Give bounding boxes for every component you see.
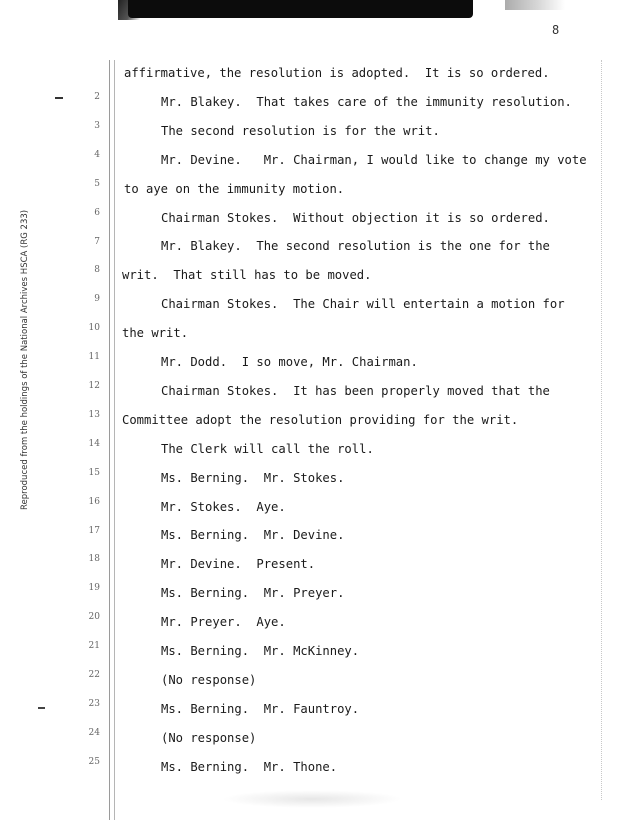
line-number: 5 (94, 178, 100, 189)
line-number: 2 (94, 92, 100, 102)
line-number: 9 (94, 294, 100, 305)
transcript-line: (No response) (161, 672, 257, 687)
line-number: 25 (88, 756, 100, 767)
transcript-line: The second resolution is for the writ. (161, 123, 440, 138)
transcript-line: (No response) (161, 730, 257, 745)
line-number: 15 (88, 467, 100, 478)
archive-watermark: Reproduced from the holdings of the National Archives HSCA (RG 233) (20, 209, 30, 510)
transcript-line: Chairman Stokes. The Chair will entertain a motion for (161, 297, 565, 312)
transcript-line: Ms. Berning. Mr. Stokes. (161, 470, 345, 485)
transcript-line: Mr. Devine. Mr. Chairman, I would like to change my vote (161, 152, 587, 167)
line-number: 11 (88, 352, 100, 363)
transcript-line: Ms. Berning. Mr. Thone. (161, 759, 338, 774)
transcript-line: Mr. Stokes. Aye. (161, 499, 286, 514)
transcript-line: Chairman Stokes. It has been properly moved that the (161, 383, 550, 398)
transcript-line: Ms. Berning. Mr. Preyer. (161, 586, 345, 601)
line-number: 6 (94, 207, 100, 218)
line-number: 18 (88, 554, 100, 565)
line-number: 20 (88, 612, 100, 623)
line-number: 17 (88, 525, 100, 536)
line-number: 4 (94, 149, 100, 160)
scan-smudge (222, 790, 402, 808)
line-number: 7 (94, 236, 100, 247)
margin-mark (38, 707, 45, 709)
line-number: 16 (88, 496, 100, 507)
scan-artifact-top-bar (128, 0, 473, 18)
line-number: 13 (88, 409, 100, 420)
line-number: 14 (88, 438, 100, 449)
line-number: 24 (88, 727, 100, 738)
line-number: 23 (88, 698, 100, 709)
transcript-line: Chairman Stokes. Without objection it is so ordered. (161, 210, 550, 225)
transcript-line: writ. That still has to be moved. (122, 268, 372, 283)
transcript-line: the writ. (122, 326, 189, 341)
transcript-line: Mr. Devine. Present. (161, 557, 316, 572)
left-margin-rule-inner (114, 60, 115, 820)
line-number: 21 (88, 641, 100, 652)
transcript-line: Committee adopt the resolution providing for the writ. (122, 412, 519, 427)
transcript-line: Mr. Dodd. I so move, Mr. Chairman. (161, 355, 418, 369)
transcript-line: The Clerk will call the roll. (161, 441, 374, 456)
right-margin-rule (601, 60, 603, 800)
line-number: 8 (94, 265, 100, 276)
line-number: 12 (88, 381, 100, 391)
line-number: 10 (88, 323, 100, 334)
transcript-line: Ms. Berning. Mr. McKinney. (161, 644, 360, 658)
line-number: 22 (88, 670, 100, 680)
left-margin-rule (109, 60, 110, 820)
transcript-line: Mr. Preyer. Aye. (161, 615, 286, 630)
transcript-line: Ms. Berning. Mr. Devine. (161, 528, 345, 543)
transcript-line: Ms. Berning. Mr. Fauntroy. (161, 701, 360, 716)
line-number: 19 (88, 583, 100, 594)
transcript-line: Mr. Blakey. The second resolution is the one for the (161, 239, 550, 254)
page-number: 8 (552, 23, 560, 37)
line-number: 3 (94, 120, 100, 131)
transcript-line: to aye on the immunity motion. (124, 181, 345, 196)
scan-artifact-right (505, 0, 565, 10)
margin-mark (55, 97, 63, 99)
transcript-line: Mr. Blakey. That takes care of the immunity resolution. (161, 94, 572, 109)
transcript-line: affirmative, the resolution is adopted. It is so ordered. (124, 66, 550, 80)
